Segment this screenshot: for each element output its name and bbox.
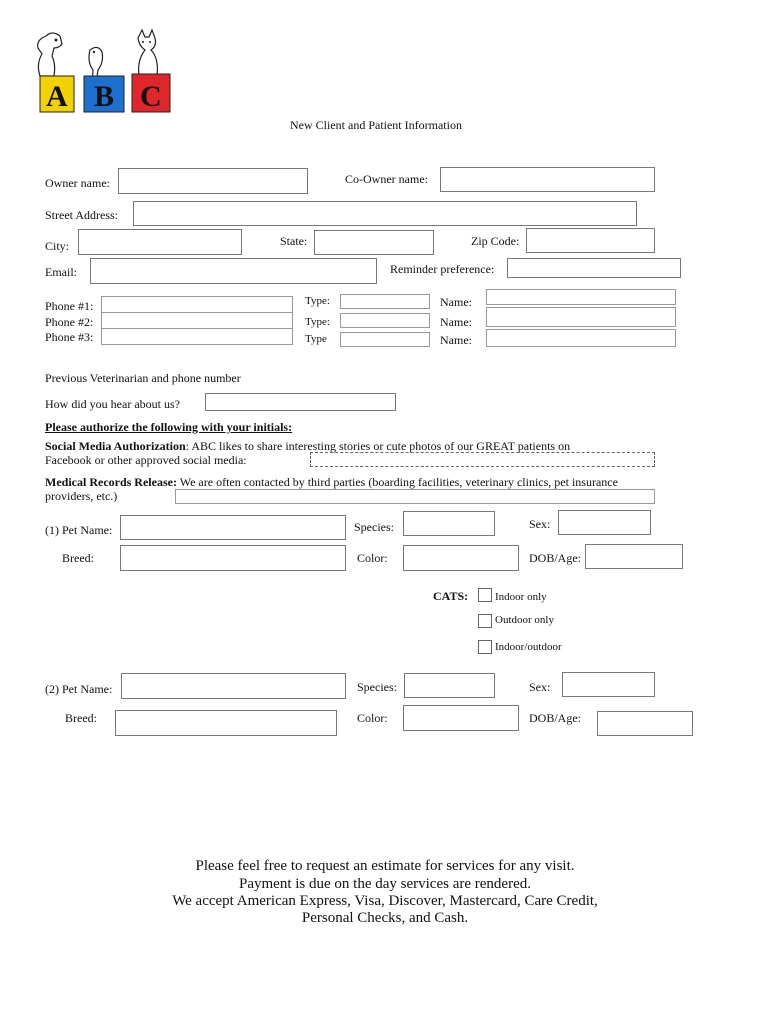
phone1-field[interactable]: [101, 296, 293, 313]
phone3-field[interactable]: [101, 328, 293, 345]
state-field[interactable]: [314, 230, 434, 255]
pet1-breed-label: Breed:: [62, 551, 94, 565]
outdoor-only-checkbox[interactable]: [478, 614, 492, 628]
pet1-sex-label: Sex:: [529, 517, 551, 531]
reminder-preference-field[interactable]: [507, 258, 681, 278]
phone1-type-label: Type:: [305, 295, 330, 307]
pet2-dob-label: DOB/Age:: [529, 711, 581, 725]
phone2-type-field[interactable]: [340, 313, 430, 328]
medical-records-initials-field[interactable]: [175, 489, 655, 504]
email-field[interactable]: [90, 258, 377, 284]
phone2-field[interactable]: [101, 312, 293, 329]
social-media-authorization-text2: Facebook or other approved social media:: [45, 453, 247, 467]
pet2-breed-field[interactable]: [115, 710, 337, 736]
social-media-authorization-title: Social Media Authorization: [45, 439, 186, 453]
how-did-you-hear-label: How did you hear about us?: [45, 397, 180, 411]
footer-line-4: Personal Checks, and Cash.: [301, 910, 469, 926]
form-title: New Client and Patient Information: [290, 118, 462, 132]
pet1-color-field[interactable]: [403, 545, 519, 571]
social-media-authorization-desc: : ABC likes to share interesting stories or cute photos of our GREAT patients on: [185, 439, 571, 453]
phone3-type-field[interactable]: [340, 332, 430, 347]
indoor-only-label: Indoor only: [495, 591, 547, 603]
pet1-species-label: Species:: [354, 520, 394, 534]
pet1-color-label: Color:: [357, 551, 388, 565]
indoor-outdoor-label: Indoor/outdoor: [495, 641, 562, 653]
phone2-type-label: Type:: [305, 316, 330, 328]
owner-name-label: Owner name:: [45, 176, 110, 190]
phone2-name-label: Name:: [440, 315, 472, 329]
footer-line-2: Payment is due on the day services are rendered.: [239, 876, 531, 892]
city-field[interactable]: [78, 229, 242, 255]
abc-logo: [32, 28, 174, 116]
pets-illustration: [32, 28, 174, 116]
phone3-name-field[interactable]: [486, 329, 676, 347]
phone3-label: Phone #3:: [45, 330, 94, 344]
pet2-sex-field[interactable]: [562, 672, 655, 697]
pet1-dob-field[interactable]: [585, 544, 683, 569]
pet2-species-label: Species:: [357, 680, 397, 694]
medical-records-desc: We are often contacted by third parties (boarding facilities, veterinary clinics, pet insurance: [176, 475, 618, 489]
pet2-name-field[interactable]: [121, 673, 346, 699]
pet1-breed-field[interactable]: [120, 545, 346, 571]
zip-code-label: Zip Code:: [471, 234, 520, 248]
city-label: City:: [45, 239, 70, 253]
how-did-you-hear-field[interactable]: [205, 393, 396, 411]
previous-veterinarian-label: Previous Veterinarian and phone number: [45, 371, 241, 385]
medical-records-text2: providers, etc.): [45, 489, 118, 503]
zip-code-field[interactable]: [526, 228, 655, 253]
pet1-name-field[interactable]: [120, 515, 346, 540]
pet2-breed-label: Breed:: [65, 711, 97, 725]
phone2-name-field[interactable]: [486, 307, 676, 327]
phone1-name-field[interactable]: [486, 289, 676, 305]
pet2-dob-field[interactable]: [597, 711, 693, 736]
co-owner-name-label: Co-Owner name:: [345, 172, 428, 186]
medical-records-title: Medical Records Release:: [45, 475, 177, 489]
phone1-type-field[interactable]: [340, 294, 430, 309]
street-address-field[interactable]: [133, 201, 637, 226]
phone3-name-label: Name:: [440, 333, 472, 347]
pet2-name-label: (2) Pet Name:: [45, 682, 113, 696]
medical-records-text: [45, 475, 618, 490]
logo-letter-b: B: [94, 80, 115, 113]
pet1-sex-field[interactable]: [558, 510, 651, 535]
indoor-outdoor-checkbox[interactable]: [478, 640, 492, 654]
pet1-name-label: (1) Pet Name:: [45, 523, 113, 537]
cats-label: CATS:: [433, 589, 469, 603]
phone2-label: Phone #2:: [45, 315, 94, 329]
pet2-sex-label: Sex:: [529, 680, 551, 694]
phone1-name-label: Name:: [440, 295, 472, 309]
indoor-only-checkbox[interactable]: [478, 588, 492, 602]
phone1-label: Phone #1:: [45, 299, 94, 313]
outdoor-only-label: Outdoor only: [495, 614, 554, 626]
pet1-species-field[interactable]: [403, 511, 495, 536]
footer-line-3: We accept American Express, Visa, Discover, Mastercard, Care Credit,: [172, 893, 598, 909]
pet2-color-field[interactable]: [403, 705, 519, 731]
reminder-preference-label: Reminder preference:: [390, 262, 495, 276]
footer-line-1: Please feel free to request an estimate for services for any visit.: [195, 858, 575, 874]
pet2-species-field[interactable]: [404, 673, 495, 698]
authorize-heading: Please authorize the following with your initials:: [45, 420, 293, 434]
social-media-initials-field[interactable]: [310, 452, 655, 467]
co-owner-name-field[interactable]: [440, 167, 655, 192]
state-label: State:: [280, 234, 308, 248]
email-label: Email:: [45, 265, 77, 279]
owner-name-field[interactable]: [118, 168, 308, 194]
street-address-label: Street Address:: [45, 208, 118, 222]
phone3-type-label: Type: [305, 333, 327, 345]
logo-letter-c: C: [140, 80, 162, 113]
pet2-color-label: Color:: [357, 711, 388, 725]
pet1-dob-label: DOB/Age:: [529, 551, 581, 565]
logo-letter-a: A: [46, 80, 68, 113]
